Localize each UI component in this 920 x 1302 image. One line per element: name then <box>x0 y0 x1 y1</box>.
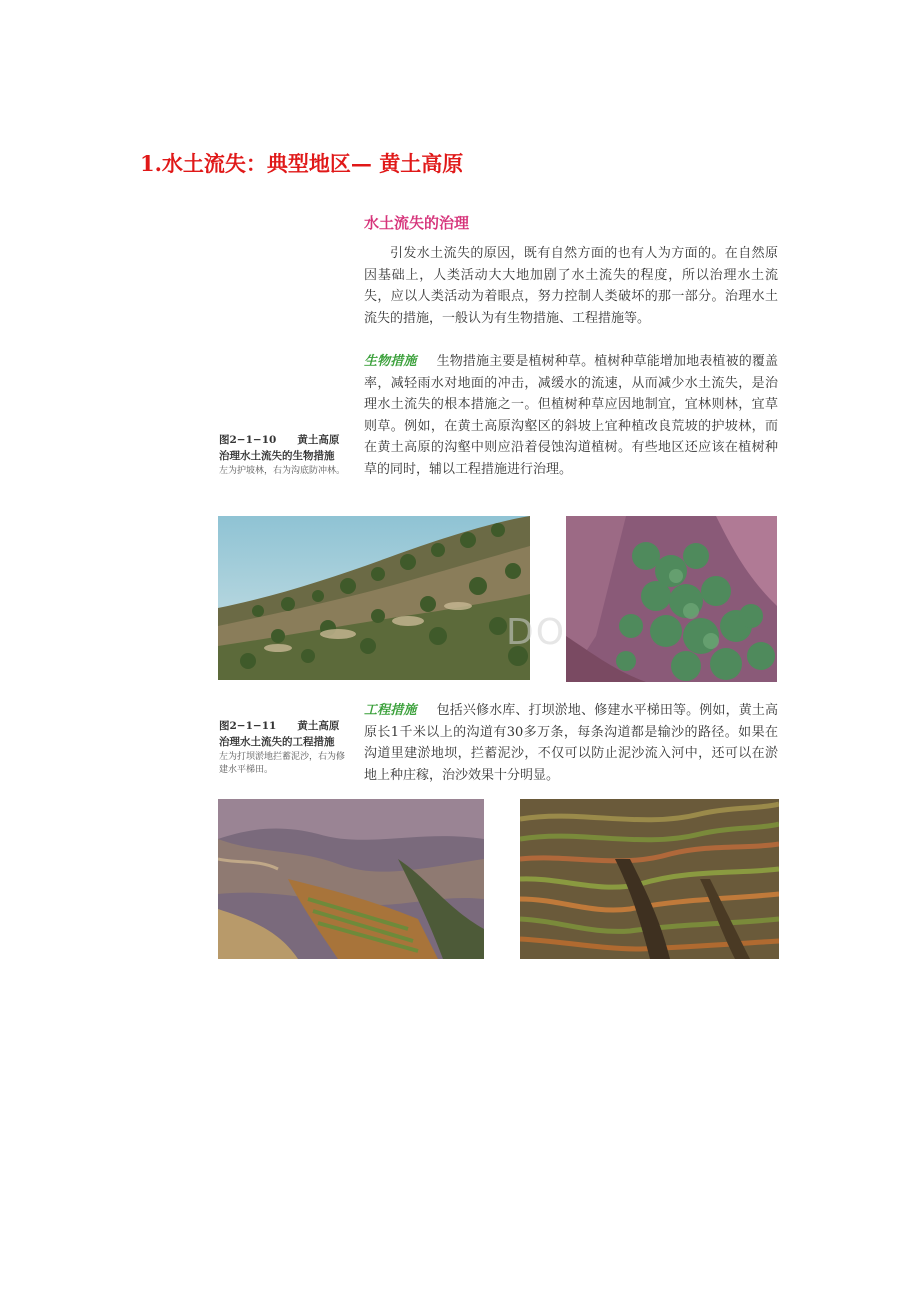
intro-paragraph: 引发水土流失的原因，既有自然方面的也有人为方面的。在自然原因基础上，人类活动大大地加剧了水土流失的程度，所以治理水土流失，应以人类活动为着眼点，努力控制人类破坏的那一部分。治理水土流失的措施，一般认为有生物措施、工程措施等。 <box>364 246 778 326</box>
figure-caption-2-note: 左为打坝淤地拦蓄泥沙，右为修建水平梯田。 <box>219 752 346 775</box>
eng-text: 包括兴修水库、打坝淤地、修建水平梯田等。例如，黄土高原长1千米以上的沟道有30多万条，每条沟道都是输沙的路径。如果在沟道里建淤地坝，拦蓄泥沙，不仅可以防止泥沙流入河中，还可以在淤地上种庄稼，治沙效果十分明显。 <box>364 703 778 783</box>
terraced-fields-photo <box>520 799 779 959</box>
gully-forest-photo <box>566 516 777 682</box>
page-title: 1.水土流失：典型地区— 黄土高原 <box>140 151 464 176</box>
check-dam-photo <box>218 799 484 959</box>
eng-lead: 工程措施 <box>364 703 417 718</box>
figure-caption-1-note: 左为护坡林，右为沟底防冲林。 <box>219 466 346 476</box>
slope-forest-photo <box>218 516 530 680</box>
figure-caption-1 <box>219 432 345 478</box>
figure-caption-2 <box>219 718 345 777</box>
figure-caption-1-title: 图2−1−10 黄土高原治理水土流失的生物措施 <box>219 434 340 462</box>
figure-caption-2-title: 图2−1−11 黄土高原治理水土流失的工程措施 <box>219 720 340 748</box>
section-heading: 水土流失的治理 <box>364 214 470 232</box>
bio-paragraph <box>364 351 778 480</box>
watermark: DO <box>506 612 567 653</box>
bio-text: 生物措施主要是植树种草。植树种草能增加地表植被的覆盖率，减轻雨水对地面的冲击，减缓水的流速，从而减少水土流失，是治理水土流失的根本措施之一。但植树种草应因地制宜，宜林则林，宜草则草。例如，在黄土高原沟壑区的斜坡上宜种植改良荒坡的护坡林，而在黄土高原的沟壑中则应沿着侵蚀沟道植树。有些地区还应该在植树种草的同时，辅以工程措施进行治理。 <box>364 354 778 477</box>
bio-lead: 生物措施 <box>364 354 417 369</box>
eng-paragraph <box>364 700 778 786</box>
